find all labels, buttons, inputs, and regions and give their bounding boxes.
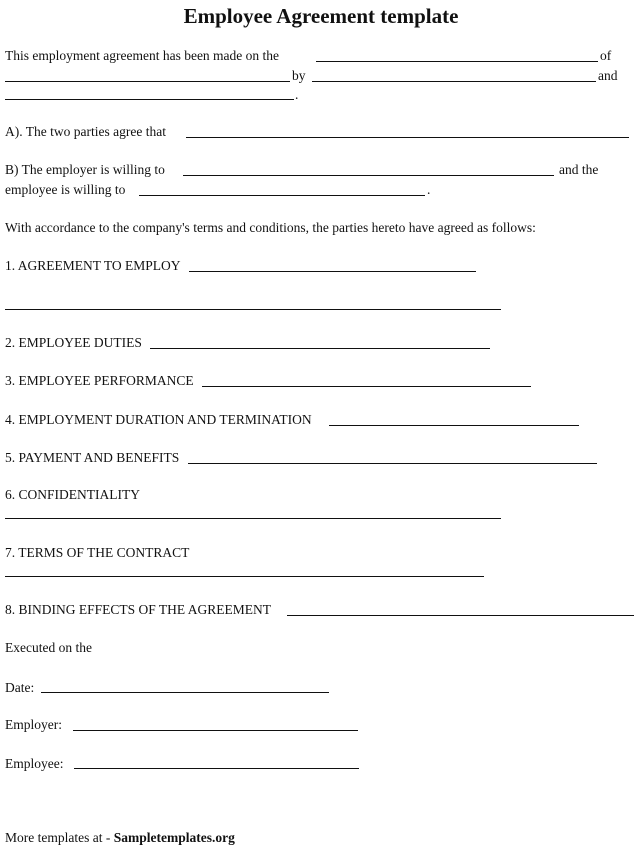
executed-text: Executed on the bbox=[5, 640, 92, 655]
intro-extra-blank[interactable] bbox=[5, 99, 294, 100]
accordance-text: With accordance to the company's terms and conditions, the parties hereto have agreed as follows: bbox=[5, 220, 536, 235]
section-confidentiality: 6. CONFIDENTIALITY bbox=[5, 487, 140, 502]
employer-name-blank[interactable] bbox=[5, 81, 290, 82]
document-title: Employee Agreement template bbox=[183, 4, 459, 28]
intro-period: . bbox=[295, 87, 299, 102]
section-payment-benefits: 5. PAYMENT AND BENEFITS bbox=[5, 450, 180, 465]
clause-b-period: . bbox=[427, 182, 431, 197]
employee-name-blank[interactable] bbox=[312, 81, 596, 82]
section-3-blank[interactable] bbox=[202, 386, 531, 387]
intro-text: This employment agreement has been made on the bbox=[5, 48, 280, 63]
date-label: Date: bbox=[5, 680, 35, 695]
footer-brand-link[interactable]: Sampletemplates.org bbox=[113, 830, 235, 845]
section-5-blank[interactable] bbox=[188, 463, 597, 464]
clause-b-text-2: employee is willing to bbox=[5, 182, 126, 197]
intro-by-text: by bbox=[292, 68, 306, 83]
employee-signature-blank[interactable] bbox=[74, 768, 359, 769]
employee-willing-blank[interactable] bbox=[139, 195, 425, 196]
section-employee-performance: 3. EMPLOYEE PERFORMANCE bbox=[5, 373, 194, 388]
clause-a-blank[interactable] bbox=[186, 137, 629, 138]
section-binding-effects: 8. BINDING EFFECTS OF THE AGREEMENT bbox=[5, 602, 272, 617]
date-blank[interactable] bbox=[41, 692, 329, 693]
section-1-blank-2[interactable] bbox=[5, 309, 501, 310]
section-8-blank[interactable] bbox=[287, 615, 634, 616]
section-employment-duration: 4. EMPLOYMENT DURATION AND TERMINATION bbox=[5, 412, 312, 427]
footer bbox=[5, 830, 235, 846]
employee-label: Employee: bbox=[5, 756, 64, 771]
footer-prefix: More templates at - bbox=[5, 830, 111, 845]
section-employee-duties: 2. EMPLOYEE DUTIES bbox=[5, 335, 142, 350]
employer-label: Employer: bbox=[5, 717, 62, 732]
section-4-blank[interactable] bbox=[329, 425, 579, 426]
agreement-date-blank[interactable] bbox=[316, 61, 598, 62]
clause-a-text: A). The two parties agree that bbox=[5, 124, 166, 139]
section-6-blank[interactable] bbox=[5, 518, 501, 519]
intro-of-text: of bbox=[600, 48, 612, 63]
section-1-blank[interactable] bbox=[189, 271, 476, 272]
section-terms-of-contract: 7. TERMS OF THE CONTRACT bbox=[5, 545, 190, 560]
section-agreement-to-employ: 1. AGREEMENT TO EMPLOY bbox=[5, 258, 181, 273]
employer-willing-blank[interactable] bbox=[183, 175, 554, 176]
intro-and-text: and bbox=[598, 68, 618, 83]
employer-signature-blank[interactable] bbox=[73, 730, 358, 731]
section-2-blank[interactable] bbox=[150, 348, 490, 349]
clause-b-text: B) The employer is willing to bbox=[5, 162, 165, 177]
section-7-blank[interactable] bbox=[5, 576, 484, 577]
clause-b-and-the: and the bbox=[559, 162, 599, 177]
